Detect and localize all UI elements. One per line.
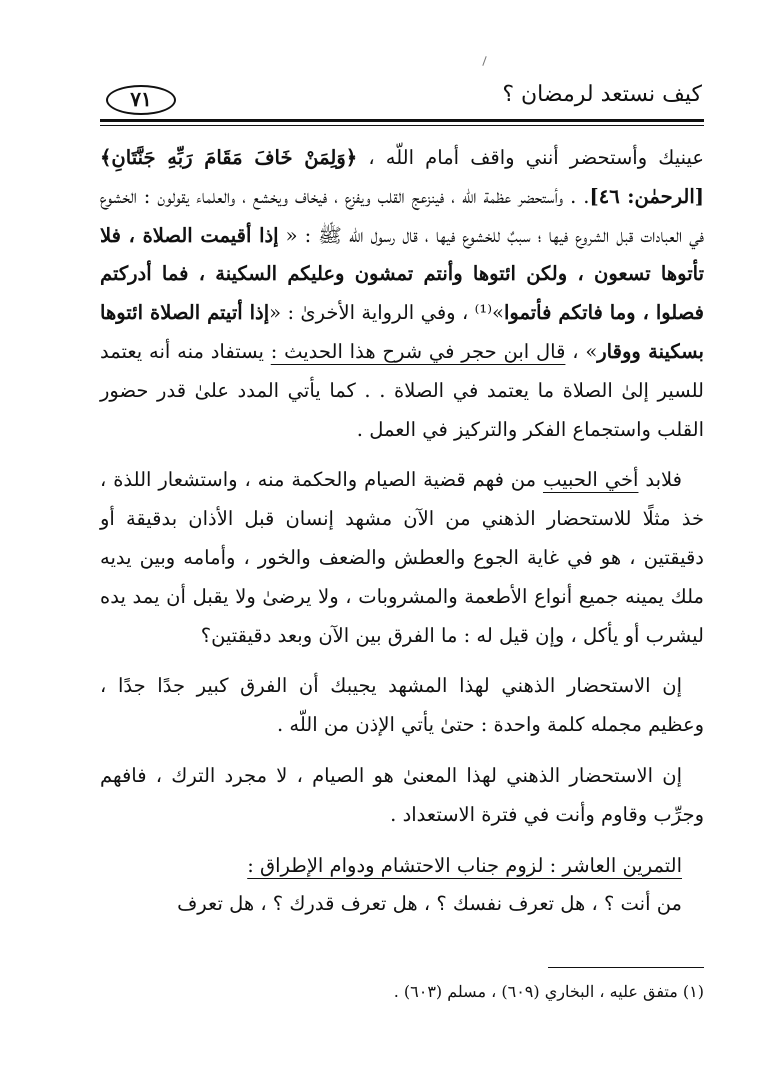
exercise-heading-text: التمرين العاشر : لزوم جناب الاحتشام ودوام الإطراق : [247, 853, 682, 877]
text-run: . . وأستحضر عظمة اللّه ، فينزعج القلب ويفزع ، فيخاف ويخشع ، والعلماء يقولون : الخشوع في العبادات قبل الشروع فيها ؛ سببٌ للخشوع فيها ، قال رسول اللّه ﷺ : « [100, 184, 705, 247]
header-rule-thin [100, 125, 704, 126]
ibn-hajar-citation: قال ابن حجر في شرح هذا الحديث : [270, 339, 566, 363]
page-number: ٧١ [106, 85, 176, 115]
dear-brother-phrase: أخي الحبيب [542, 468, 639, 492]
body-text [100, 139, 704, 924]
quran-verse: ﴿وَلِمَنْ خَافَ مَقَامَ رَبِّهِ جَنَّتَانِ﴾ [الرحمٰن: ٤٦] [100, 146, 704, 208]
running-header-title: كيف نستعد لرمضان ؟ [502, 82, 702, 107]
footnote: (١) متفق عليه ، البخاري (٦٠٩) ، مسلم (٦٠٣) . [393, 982, 704, 1001]
scan-mark [482, 56, 486, 66]
paragraph-fasting-meaning: إن الاستحضار الذهني لهذا المعنىٰ هو الصيام ، لا مجرد الترك ، فافهم وجرِّب وقاوم وأنت في فترة الاستعداد . [100, 763, 704, 826]
text-run: »⁽¹⁾ ، وفي الرواية الأخرىٰ : « [269, 301, 504, 325]
text-run: من فهم قضية الصيام والحكمة منه ، واستشعار اللذة ، خذ مثلًا للاستحضار الذهني من الآن مشهد إنسان قبل الأذان بدقيقة أو دقيقتين ، هو في غاية الجوع والعطش والضعف والخور ، وأمامه وبين يديه ملك يمينه جميع أنواع الأطعمة والمشروبات ، ولا يرضىٰ ولا يقبل أن يمد يده ليشرب أو يأكل ، وإن قيل له : ما الفرق بين الآن وبعد دقيقتين؟ [100, 468, 704, 647]
paragraph-fasting-understanding [100, 461, 704, 655]
text-run: فلابد [638, 468, 682, 492]
text-run: » ، [572, 339, 598, 363]
paragraph-who-are-you: من أنت ؟ ، هل تعرف نفسك ؟ ، هل تعرف قدرك ؟ ، هل تعرف [177, 892, 682, 916]
paragraph-khushu [100, 139, 704, 449]
text-run: يستفاد منه أنه يعتمد للسير إلىٰ الصلاة ما يعتمد في الصلاة . . كما يأتي المدد علىٰ قدر حضور القلب واستجماع الفكر والتركيز في العمل . [100, 339, 704, 441]
footnote-rule [548, 967, 704, 968]
hadith-text: إذا أقيمت الصلاة ، فلا تأتوها تسعون ، ولكن ائتوها وأنتم تمشون وعليكم السكينة ، فما أدركتم فصلوا ، وما فاتكم فأتموا [100, 223, 704, 325]
hadith-text-2: إذا أتيتم الصلاة ائتوها بسكينة ووقار [100, 301, 704, 363]
exercise-heading [100, 847, 704, 886]
paragraph-mental-presence: إن الاستحضار الذهني لهذا المشهد يجيبك أن الفرق كبير جدًا جدًا ، وعظيم مجمله كلمة واحدة : حتىٰ يأتي الإذن من اللّه . [100, 674, 704, 737]
text-run: عينيك وأستحضر أنني واقف أمام اللّه ، [357, 146, 704, 169]
header-rule-thick [100, 119, 704, 122]
